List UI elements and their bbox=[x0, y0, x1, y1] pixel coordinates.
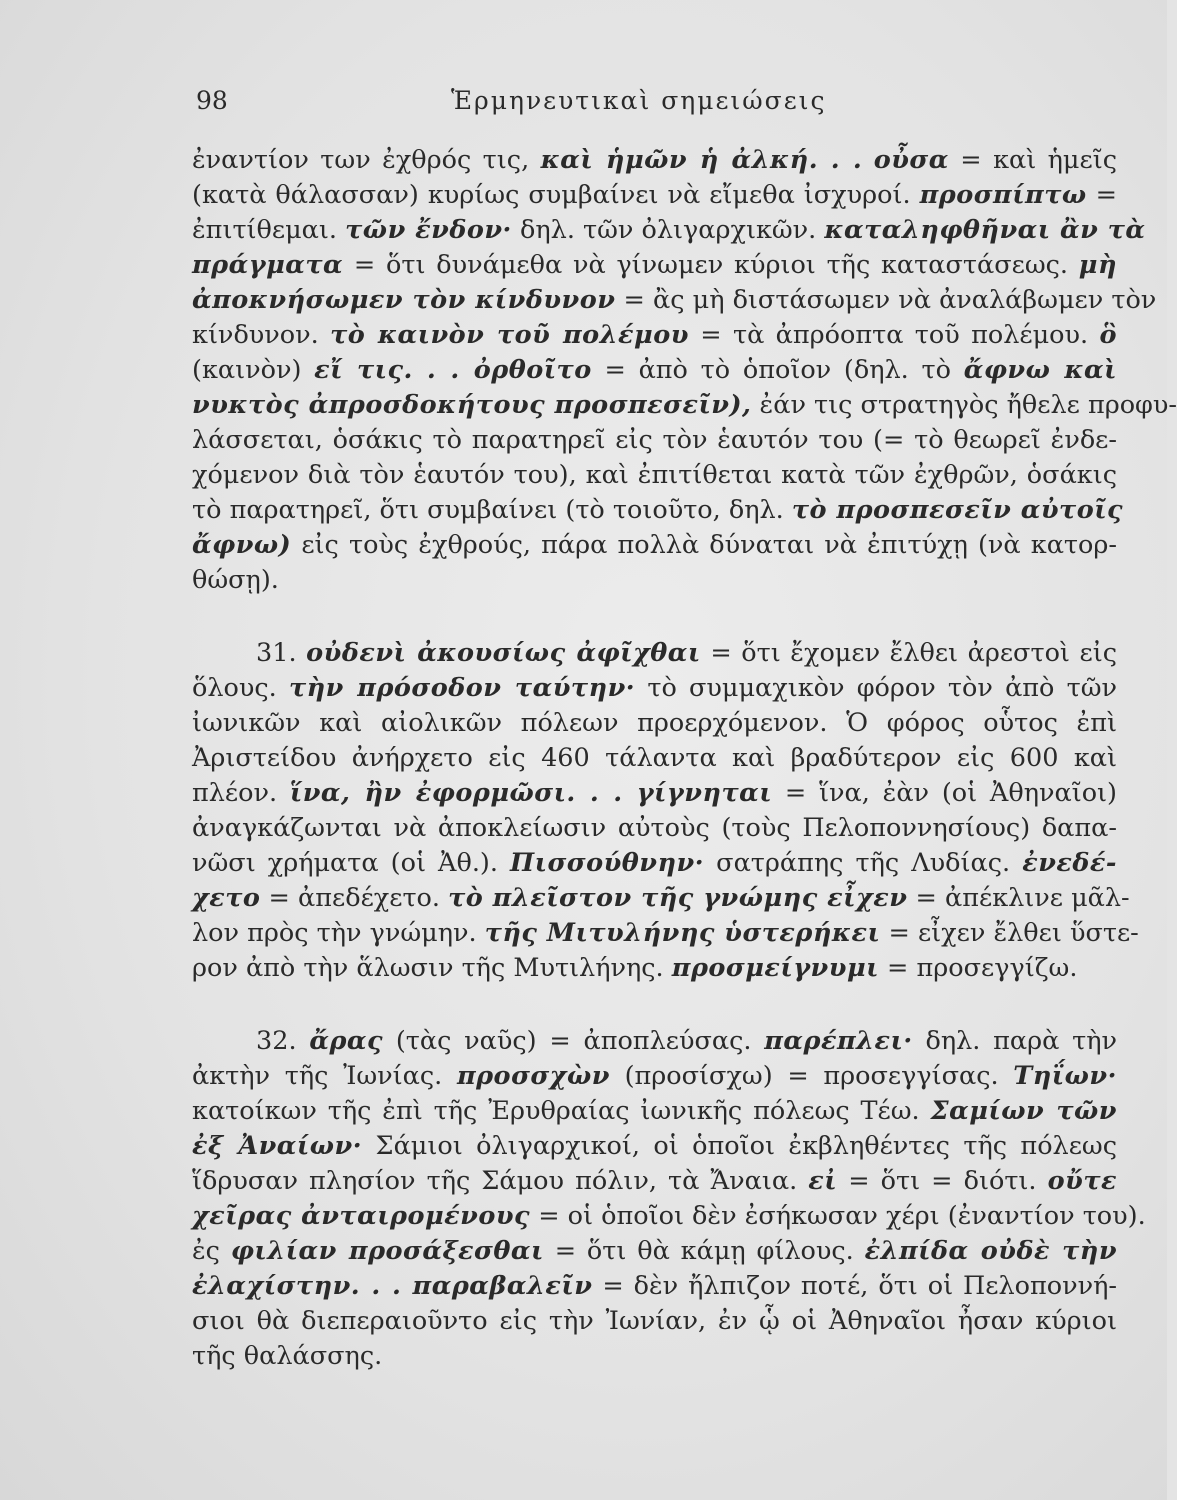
text-line bbox=[192, 388, 1177, 423]
lemma-term: οὔτε bbox=[1047, 1166, 1117, 1196]
gloss-text: (τὰς ναῦς) = ἀποπλεύσας. bbox=[383, 1026, 765, 1056]
gloss-text: σιοι θὰ διεπεραιοῦντο εἰς τὴν Ἰωνίαν, ἐν ᾧ οἱ Ἀθηναῖοι ἦσαν κύριοι bbox=[192, 1306, 1117, 1336]
gloss-text: Σάμιοι ὀλιγαρχικοί, οἱ ὁποῖοι ἐκβληθέντες τῆς πόλεως bbox=[362, 1131, 1117, 1161]
lemma-term: χεῖρας ἀνταιρομένους bbox=[192, 1201, 531, 1231]
lemma-term: ἐλπίδα οὐδὲ τὴν bbox=[864, 1236, 1118, 1266]
gloss-text: ἰωνικῶν καὶ αἰολικῶν πόλεων προερχόμενον. Ὁ φόρος οὗτος ἐπὶ bbox=[192, 708, 1117, 738]
lemma-term: Σαμίων τῶν bbox=[930, 1096, 1117, 1126]
text-line bbox=[192, 1164, 1117, 1199]
text-line bbox=[192, 493, 1124, 528]
text-line bbox=[192, 1094, 1117, 1129]
gloss-text: = ὅτι θὰ κάμῃ φίλους. bbox=[543, 1236, 865, 1266]
text-line bbox=[192, 1199, 1146, 1234]
lemma-term: ὃ bbox=[1099, 320, 1117, 350]
text-line bbox=[192, 1129, 1117, 1164]
lemma-term: φιλίαν προσάξεσθαι bbox=[230, 1236, 544, 1266]
text-line bbox=[192, 1304, 1117, 1339]
text-line bbox=[192, 671, 1117, 706]
text-line bbox=[192, 318, 1117, 353]
text-line bbox=[192, 143, 1117, 178]
lemma-term: τὸ προσπεσεῖν αὐτοῖς bbox=[791, 495, 1124, 525]
gloss-text: δηλ. τῶν ὀλιγαρχικῶν. bbox=[511, 215, 825, 245]
gloss-text: ἀναγκάζωνται νὰ ἀποκλείωσιν αὐτοὺς (τοὺς Πελοποννησίους) δαπα- bbox=[192, 813, 1117, 843]
lemma-term: τὸ πλεῖστον τῆς γνώμης εἶχεν bbox=[448, 883, 908, 913]
text-line bbox=[192, 811, 1117, 846]
text-line bbox=[192, 1059, 1117, 1094]
text-line bbox=[192, 776, 1117, 811]
gloss-text: τῆς θαλάσσης. bbox=[192, 1341, 383, 1371]
text-line bbox=[192, 916, 1139, 951]
text-line bbox=[192, 1234, 1117, 1269]
gloss-text: = bbox=[1086, 180, 1118, 210]
gloss-text: = ἵνα, ἐὰν (οἱ Ἀθηναῖοι) bbox=[772, 778, 1117, 808]
lemma-term: Τηΐων· bbox=[1013, 1061, 1117, 1091]
gloss-text: δηλ. παρὰ τὴν bbox=[912, 1026, 1118, 1056]
page-body bbox=[192, 143, 1177, 1374]
gloss-text: 32. bbox=[256, 1026, 310, 1056]
text-line bbox=[192, 248, 1117, 283]
lemma-term: προσπίπτω bbox=[919, 180, 1087, 210]
text-line bbox=[192, 741, 1117, 776]
text-line bbox=[192, 636, 1117, 671]
gloss-text: = οἱ ὁποῖοι δὲν ἐσήκωσαν χέρι (ἐναντίον του). bbox=[530, 1201, 1146, 1231]
gloss-text: = δὲν ἤλπιζον ποτέ, ὅτι οἱ Πελοποννή- bbox=[592, 1271, 1117, 1301]
lemma-term: προσμείγνυμι bbox=[671, 953, 879, 983]
text-line bbox=[192, 213, 1146, 248]
gloss-text: εἰς τοὺς ἐχθρούς, πάρα πολλὰ δύναται νὰ ἐπιτύχῃ (νὰ κατορ- bbox=[291, 530, 1117, 560]
gloss-text: = ὅτι δυνάμεθα νὰ γίνωμεν κύριοι τῆς καταστάσεως. bbox=[343, 250, 1079, 280]
running-title: Ἑρμηνευτικαὶ σημειώσεις bbox=[451, 86, 827, 115]
gloss-text: = εἶχεν ἔλθει ὕστε- bbox=[880, 918, 1139, 948]
text-line bbox=[192, 706, 1117, 741]
gloss-text: = καὶ ἡμεῖς bbox=[948, 145, 1117, 175]
lemma-term: καὶ ἡμῶν ἡ ἀλκή. . . bbox=[540, 145, 863, 175]
lemma-term: ἐξ Ἀναίων· bbox=[192, 1131, 363, 1161]
page-number: 98 bbox=[196, 86, 228, 115]
paragraph-gap bbox=[192, 598, 1117, 636]
gloss-text: λον πρὸς τὴν γνώμην. bbox=[192, 918, 485, 948]
lemma-term: οὐδενὶ ἀκουσίως ἀφῖχθαι bbox=[306, 638, 701, 668]
gloss-text: λάσσεται, ὁσάκις τὸ παρατηρεῖ εἰς τὸν ἑαυτόν του (= τὸ θεωρεῖ ἐνδε- bbox=[192, 425, 1117, 455]
lemma-term: ἄρας bbox=[309, 1026, 384, 1056]
gloss-text: πλέον. bbox=[192, 778, 290, 808]
lemma-term: εἰ bbox=[808, 1166, 838, 1196]
text-line bbox=[192, 846, 1117, 881]
gloss-text: θώσῃ). bbox=[192, 565, 279, 595]
text-line bbox=[192, 563, 1117, 598]
lemma-term: πράγματα bbox=[192, 250, 344, 280]
gloss-text: ὅλους. bbox=[192, 673, 289, 703]
page-header bbox=[196, 86, 976, 122]
lemma-term: χετο bbox=[192, 883, 261, 913]
gloss-text: ἀκτὴν τῆς Ἰωνίας. bbox=[192, 1061, 457, 1091]
gloss-text: = προσεγγίζω. bbox=[878, 953, 1078, 983]
lemma-term: παρέπλει· bbox=[764, 1026, 913, 1056]
gloss-text: ρον ἀπὸ τὴν ἅλωσιν τῆς Μυτιλήνης. bbox=[192, 953, 672, 983]
lemma-term: ἐνεδέ- bbox=[1022, 848, 1117, 878]
lemma-term: ἀποκνήσωμεν τὸν κίνδυνον bbox=[192, 285, 616, 315]
lemma-term: τὸ καινὸν τοῦ πολέμου bbox=[330, 320, 689, 350]
lemma-term: τῆς Μιτυλήνης ὑστερήκει bbox=[484, 918, 881, 948]
text-line bbox=[192, 353, 1117, 388]
lemma-term: οὖσα bbox=[873, 145, 949, 175]
gloss-text: ἐάν τις στρατηγὸς ἤθελε προφυ- bbox=[751, 390, 1177, 420]
lemma-term: ἄφνω) bbox=[192, 530, 292, 560]
lemma-term: τὴν πρόσοδον ταύτην· bbox=[288, 673, 636, 703]
text-line bbox=[192, 283, 1157, 318]
gloss-text: = τὰ ἀπρόοπτα τοῦ πολέμου. bbox=[688, 320, 1100, 350]
gloss-text: (προσίσχω) = προσεγγίσας. bbox=[609, 1061, 1014, 1091]
gloss-text: = ὅτι ἔχομεν ἔλθει ἀρεστοὶ εἰς bbox=[700, 638, 1117, 668]
lemma-term: εἴ τις. . . ὀρθοῖτο bbox=[314, 355, 592, 385]
lemma-term: μὴ bbox=[1078, 250, 1117, 280]
gloss-text: 31. bbox=[256, 638, 307, 668]
lemma-term: ἄφνω καὶ bbox=[963, 355, 1117, 385]
gloss-text bbox=[862, 145, 873, 175]
lemma-term: τῶν ἔνδον· bbox=[345, 215, 512, 245]
lemma-term: νυκτὸς ἀπροσδοκήτους προσπεσεῖν), bbox=[192, 390, 752, 420]
text-line bbox=[192, 1269, 1117, 1304]
gloss-text: = ἀπὸ τὸ ὁποῖον (δηλ. τὸ bbox=[591, 355, 964, 385]
text-line bbox=[192, 1339, 1117, 1374]
gloss-text: (κατὰ θάλασσαν) κυρίως συμβαίνει νὰ εἴμεθα ἰσχυροί. bbox=[192, 180, 920, 210]
lemma-term: προσσχὼν bbox=[456, 1061, 610, 1091]
text-line bbox=[192, 423, 1117, 458]
gloss-text: τὸ συμμαχικὸν φόρον τὸν ἀπὸ τῶν bbox=[635, 673, 1117, 703]
gloss-text: τὸ παρατηρεῖ, ὅτι συμβαίνει (τὸ τοιοῦτο, δηλ. bbox=[192, 495, 792, 525]
gloss-text: χόμενον διὰ τὸν ἑαυτόν του), καὶ ἐπιτίθεται κατὰ τῶν ἐχθρῶν, ὁσάκις bbox=[192, 460, 1117, 490]
text-line bbox=[192, 881, 1130, 916]
text-line bbox=[192, 528, 1117, 563]
gloss-text: (καινὸν) bbox=[192, 355, 315, 385]
gloss-text: κατοίκων τῆς ἐπὶ τῆς Ἐρυθραίας ἰωνικῆς πόλεως Τέω. bbox=[192, 1096, 931, 1126]
gloss-text: κίνδυνον. bbox=[192, 320, 331, 350]
gloss-text: = ἀπέκλινε μᾶλ- bbox=[907, 883, 1130, 913]
lemma-term: ἵνα, ἢν ἐφορμῶσι. . . γίγνηται bbox=[289, 778, 773, 808]
gloss-text: σατράπης τῆς Λυδίας. bbox=[704, 848, 1023, 878]
gloss-text: νῶσι χρήματα (οἱ Ἀθ.). bbox=[192, 848, 511, 878]
gloss-text: ἐπιτίθεμαι. bbox=[192, 215, 346, 245]
lemma-term: ἐλαχίστην. . . παραβαλεῖν bbox=[192, 1271, 593, 1301]
text-line bbox=[192, 1024, 1117, 1059]
text-line bbox=[192, 951, 1117, 986]
lemma-term: Πισσούθνην· bbox=[510, 848, 705, 878]
paragraph-gap bbox=[192, 986, 1117, 1024]
gloss-text: = ἂς μὴ διστάσωμεν νὰ ἀναλάβωμεν τὸν bbox=[615, 285, 1157, 315]
text-line bbox=[192, 178, 1117, 213]
gloss-text: = ὅτι = διότι. bbox=[837, 1166, 1048, 1196]
gloss-text: = ἀπεδέχετο. bbox=[260, 883, 449, 913]
gloss-text: ἐναντίον των ἐχθρός τις, bbox=[192, 145, 541, 175]
text-line bbox=[192, 458, 1117, 493]
lemma-term: καταληφθῆναι ἂν τὰ bbox=[824, 215, 1146, 245]
gloss-text: Ἀριστείδου ἀνήρχετο εἰς 460 τάλαντα καὶ βραδύτερον εἰς 600 καὶ bbox=[192, 743, 1117, 773]
gloss-text: ἵδρυσαν πλησίον τῆς Σάμου πόλιν, τὰ Ἄναια. bbox=[192, 1166, 809, 1196]
gloss-text: ἐς bbox=[192, 1236, 231, 1266]
